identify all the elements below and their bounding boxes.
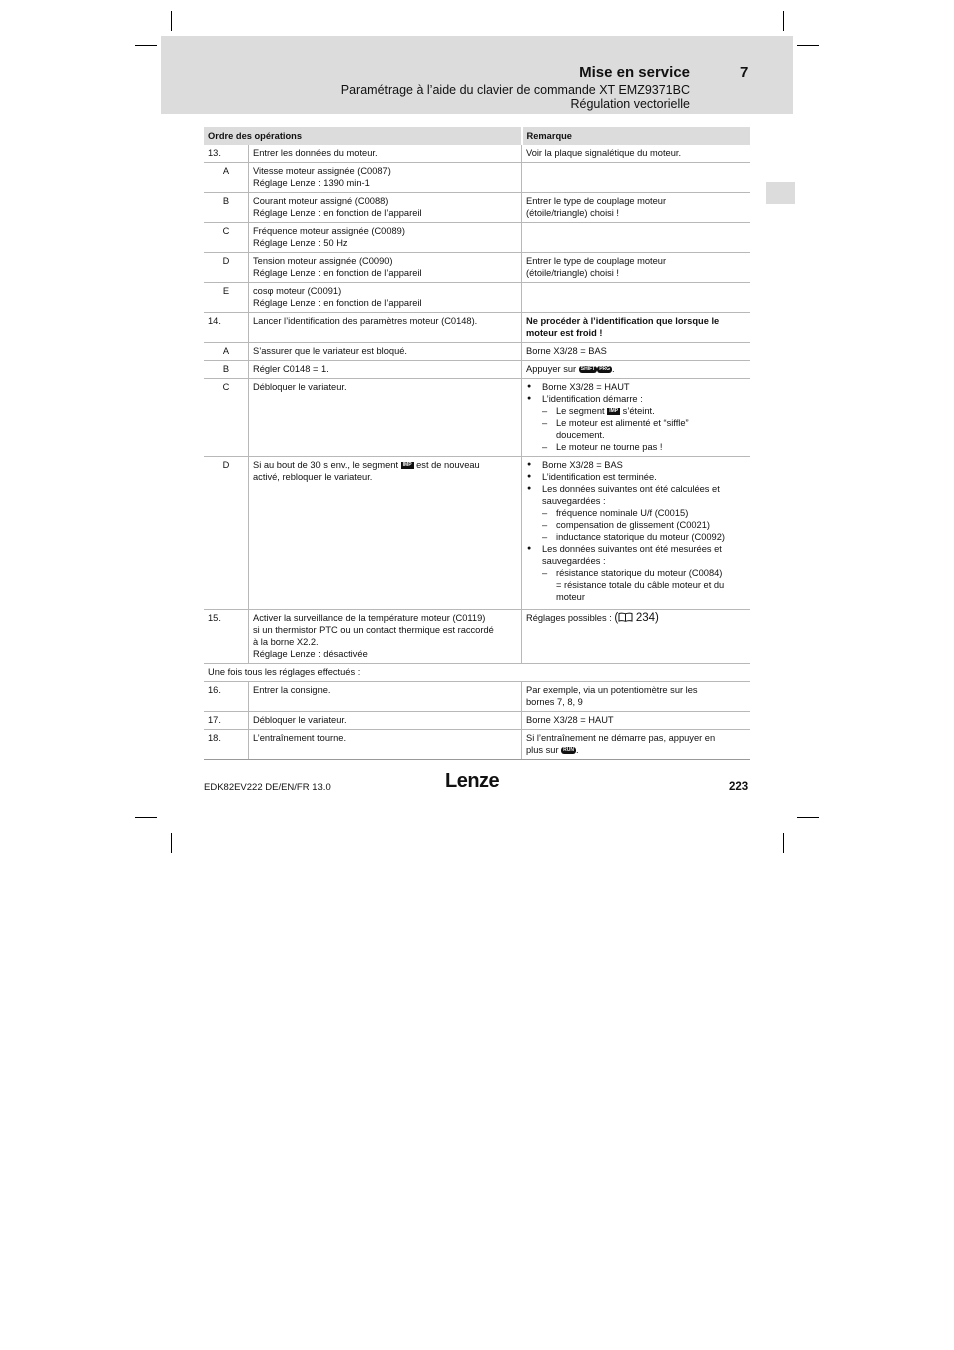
dash-list <box>542 567 746 603</box>
text-line: Fréquence moteur assignée (C0089) <box>253 226 405 236</box>
step-text: Entrer les données du moteur. <box>249 145 522 163</box>
dash-text: – Le moteur est alimenté et “siffle” <box>556 418 689 428</box>
substep-letter: D <box>204 253 249 283</box>
bullet-text: ● Les données suivantes ont été mesurées et <box>542 544 722 554</box>
text-line: à la borne X2.2. <box>253 637 319 647</box>
step-text <box>249 223 522 253</box>
remark-text: plus sur <box>526 745 559 755</box>
text-line: cosφ moteur (C0091) <box>253 286 342 296</box>
step-remark <box>522 682 751 712</box>
table-header <box>204 127 750 145</box>
text-line: Vitesse moteur assignée (C0087) <box>253 166 391 176</box>
substep-letter: C <box>204 379 249 457</box>
table-row <box>204 283 750 313</box>
section-note: Une fois tous les réglages effectués : <box>204 664 750 682</box>
text-line: Réglage Lenze : en fonction de l’appareil <box>253 298 422 308</box>
list-item <box>542 567 746 603</box>
step-text: L’entraînement tourne. <box>249 730 522 760</box>
list-item <box>542 417 746 441</box>
substep-letter: A <box>204 343 249 361</box>
dash-text: Le segment <box>556 406 605 416</box>
step-remark <box>522 283 751 313</box>
table-row <box>204 223 750 253</box>
table-row <box>204 253 750 283</box>
column-header-operations: Ordre des opérations <box>204 127 522 145</box>
page-ref-open: ( <box>614 612 619 624</box>
substep-letter: E <box>204 283 249 313</box>
text-line: Tension moteur assignée (C0090) <box>253 256 393 266</box>
dash-text: s’éteint. <box>622 406 655 416</box>
column-header-remark: Remarque <box>522 127 751 145</box>
table-row <box>204 664 750 682</box>
table-row <box>204 163 750 193</box>
bullet-text: L’identification démarre : <box>542 394 643 404</box>
step-text: S’assurer que le variateur est bloqué. <box>249 343 522 361</box>
step-number: 18. <box>204 730 249 760</box>
text-line <box>253 459 517 471</box>
dash-text: inductance statorique du moteur (C0092) <box>556 532 725 542</box>
text-line: moteur est froid ! <box>526 328 603 338</box>
text-line: si un thermistor PTC ou un contact thermique est raccordé <box>253 625 494 635</box>
text-line: (étoile/triangle) choisi ! <box>526 268 620 278</box>
crop-mark <box>797 817 819 818</box>
text-line: (étoile/triangle) choisi ! <box>526 208 620 218</box>
dash-text: compensation de glissement (C0021) <box>556 520 710 530</box>
dash-list <box>542 507 746 543</box>
remark-text-end: . <box>612 364 615 374</box>
step-number: 17. <box>204 712 249 730</box>
page-number: 223 <box>729 781 749 793</box>
table-row <box>204 712 750 730</box>
header-band <box>161 36 793 114</box>
step-remark <box>522 457 751 610</box>
chapter-number: 7 <box>740 64 749 81</box>
substep-letter: B <box>204 193 249 223</box>
text-line: Réglage Lenze : 50 Hz <box>253 238 348 248</box>
table-row <box>204 457 750 610</box>
book-icon <box>618 612 633 622</box>
substep-letter: A <box>204 163 249 193</box>
list-item <box>526 393 746 453</box>
crop-mark <box>783 833 784 853</box>
substep-letter: C <box>204 223 249 253</box>
step-number: 13. <box>204 145 249 163</box>
text-line: activé, rebloquer le variateur. <box>253 472 373 482</box>
text-line: Ne procéder à l’identification que lorsque le <box>526 316 720 326</box>
text-line: Réglage Lenze : désactivée <box>253 649 368 659</box>
step-remark <box>522 730 751 760</box>
chapter-tab <box>766 182 795 204</box>
substep-letter: D <box>204 457 249 610</box>
text-line: bornes 7, 8, 9 <box>526 697 583 707</box>
list-item <box>526 459 746 471</box>
step-text <box>249 163 522 193</box>
text-line: Activer la surveillance de la température moteur (C0119) <box>253 613 486 623</box>
crop-mark <box>171 11 172 31</box>
prg-key-icon: PRG <box>599 366 611 373</box>
step-remark <box>522 223 751 253</box>
dash-text: doucement. <box>556 430 605 440</box>
text-line: Réglage Lenze : en fonction de l’appareil <box>253 268 422 278</box>
lenze-logo: Lenze <box>445 770 500 792</box>
list-item <box>542 405 746 417</box>
list-item <box>526 543 746 603</box>
table-row <box>204 343 750 361</box>
text-line: Réglage Lenze : en fonction de l’appareil <box>253 208 422 218</box>
step-remark <box>522 610 751 664</box>
step-number: 16. <box>204 682 249 712</box>
step-text: Régler C0148 = 1. <box>249 361 522 379</box>
step-remark <box>522 361 751 379</box>
step-text: Lancer l’identification des paramètres moteur (C0148). <box>249 313 522 343</box>
table-row <box>204 730 750 760</box>
step-text <box>249 283 522 313</box>
bullet-text: L’identification est terminée. <box>542 472 657 482</box>
list-item <box>526 381 746 393</box>
step-text <box>249 610 522 664</box>
step-remark <box>522 253 751 283</box>
step-remark <box>522 193 751 223</box>
text-part: est de nouveau <box>416 460 480 470</box>
dash-text: fréquence nominale U/f (C0015) <box>556 508 689 518</box>
step-remark: Borne X3/28 = BAS <box>522 343 751 361</box>
table-row <box>204 193 750 223</box>
table-row <box>204 682 750 712</box>
text-line: Courant moteur assigné (C0088) <box>253 196 389 206</box>
text-part: Si au bout de 30 s env., le segment <box>253 460 399 470</box>
crop-mark <box>135 817 157 818</box>
bullet-text: ● Les données suivantes ont été calculées et <box>542 484 720 494</box>
table-row <box>204 313 750 343</box>
crop-mark <box>135 45 157 46</box>
bullet-text: sauvegardées : <box>542 556 606 566</box>
bullet-list <box>526 381 746 453</box>
step-remark <box>522 313 751 343</box>
table-row <box>204 379 750 457</box>
crop-mark <box>783 11 784 31</box>
crop-mark <box>797 45 819 46</box>
bullet-text: Borne X3/28 = BAS <box>542 460 623 470</box>
page-reference: 234 <box>635 612 656 624</box>
substep-letter: B <box>204 361 249 379</box>
list-item <box>542 441 746 453</box>
table-row <box>204 145 750 163</box>
step-text <box>249 253 522 283</box>
remark-text-end: . <box>576 745 579 755</box>
step-text: Débloquer le variateur. <box>249 379 522 457</box>
step-remark <box>522 379 751 457</box>
step-text <box>249 457 522 610</box>
bullet-text: Borne X3/28 = HAUT <box>542 382 630 392</box>
text-line <box>526 744 746 756</box>
dash-text: – résistance statorique du moteur (C0084) <box>556 568 723 578</box>
list-item <box>542 519 746 531</box>
text-line: Réglage Lenze : 1390 min-1 <box>253 178 370 188</box>
table-row <box>204 610 750 664</box>
list-item <box>526 471 746 483</box>
operations-table <box>204 127 750 760</box>
document-code: EDK82EV222 DE/EN/FR 13.0 <box>204 782 331 793</box>
dash-text: = résistance totale du câble moteur et du <box>556 580 725 590</box>
shift-key-icon: SHIFT <box>580 366 596 373</box>
text-line: Entrer le type de couplage moteur <box>526 256 667 266</box>
step-remark <box>522 163 751 193</box>
imp-segment-icon: IMP <box>402 462 412 469</box>
step-text <box>249 193 522 223</box>
table-row <box>204 361 750 379</box>
dash-text: Le moteur ne tourne pas ! <box>556 442 663 452</box>
page-subtitle-2: Régulation vectorielle <box>570 97 690 111</box>
step-number: 14. <box>204 313 249 343</box>
step-text: Débloquer le variateur. <box>249 712 522 730</box>
bullet-text: sauvegardées : <box>542 496 606 506</box>
page-ref-close: ) <box>655 612 659 624</box>
step-remark: Borne X3/28 = HAUT <box>522 712 751 730</box>
page-title: Mise en service <box>579 64 690 81</box>
text-line: Entrer le type de couplage moteur <box>526 196 667 206</box>
dash-text: moteur <box>556 592 585 602</box>
list-item <box>542 507 746 519</box>
bullet-list <box>526 459 746 603</box>
list-item <box>542 531 746 543</box>
text-line: Par exemple, via un potentiomètre sur les <box>526 685 698 695</box>
crop-mark <box>171 833 172 853</box>
step-text: Entrer la consigne. <box>249 682 522 712</box>
remark-text: Réglages possibles : <box>526 613 612 623</box>
remark-text: Appuyer sur <box>526 364 577 374</box>
imp-segment-icon: IMP <box>609 408 619 415</box>
page-subtitle: Paramétrage à l’aide du clavier de commande XT EMZ9371BC <box>340 83 690 97</box>
text-line: Si l’entraînement ne démarre pas, appuyer en <box>526 733 716 743</box>
list-item <box>526 483 746 543</box>
run-key-icon: RUN <box>563 747 574 754</box>
dash-list <box>542 405 746 453</box>
step-number: 15. <box>204 610 249 664</box>
step-remark: Voir la plaque signalétique du moteur. <box>522 145 751 163</box>
